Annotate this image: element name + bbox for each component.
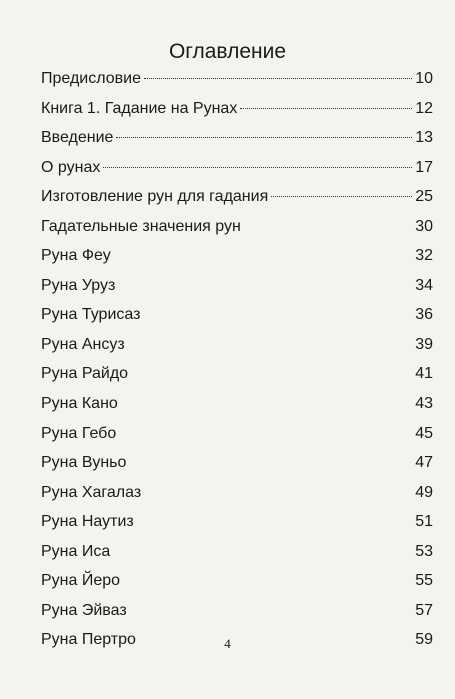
dot-leader [128,344,412,345]
toc-title: Оглавление [168,40,287,63]
toc-entry-label: Руна Турисаз [41,306,141,324]
toc-entry [41,123,433,153]
toc-entry [41,153,433,183]
toc-entry [41,64,433,94]
toc-entry-page: 49 [415,483,433,501]
toc-entry-label: Руна Эйваз [41,601,127,619]
table-of-contents [41,64,433,655]
dot-leader [123,580,412,581]
toc-entry-label: Руна Кано [41,395,118,413]
toc-entry-label: Руна Пертро [41,631,136,649]
toc-entry [41,212,433,242]
toc-entry-label: Предисловие [41,70,141,87]
toc-entry-label: О рунах [41,158,101,176]
toc-entry [41,271,433,301]
toc-entry-page: 47 [415,454,433,472]
toc-entry [41,507,433,537]
toc-entry-page: 10 [415,70,433,87]
toc-entry [41,478,433,508]
dot-leader [119,433,412,434]
toc-entry-label: Руна Иса [41,542,111,560]
toc-entry-label: Изготовление рун для гадания [41,188,269,206]
toc-entry [41,389,433,419]
dot-leader [121,403,412,404]
toc-entry-page: 25 [415,188,433,206]
dot-leader [144,492,412,493]
toc-entry-page: 12 [415,99,433,117]
toc-entry-page: 36 [415,306,433,324]
toc-entry-page: 57 [415,601,433,619]
toc-entry-page: 17 [415,158,433,176]
toc-entry [41,300,433,330]
dot-leader [113,551,412,552]
toc-entry-page: 13 [415,129,433,147]
dot-leader [137,521,412,522]
toc-entry [41,419,433,449]
toc-entry-label: Руна Гебо [41,424,117,442]
toc-entry [41,537,433,567]
dot-leader [143,314,412,315]
page-number: 4 [224,636,231,651]
dot-leader [131,373,412,374]
toc-entry [41,94,433,124]
toc-entry-label: Книга 1. Гадание на Рунах [41,99,238,117]
toc-entry-page: 53 [415,542,433,560]
dot-leader [103,167,412,168]
toc-entry-page: 39 [415,335,433,353]
toc-entry [41,448,433,478]
toc-entry-label: Введение [41,129,114,147]
toc-entry-page: 59 [415,631,433,649]
toc-entry-label: Руна Уруз [41,276,116,294]
toc-entry-label: Руна Наутиз [41,513,134,531]
dot-leader [130,610,412,611]
dot-leader [271,196,412,197]
toc-entry [41,241,433,271]
toc-entry-page: 51 [415,513,433,531]
toc-entry [41,182,433,212]
toc-entry [41,330,433,360]
toc-entry-page: 34 [415,276,433,294]
toc-entry [41,596,433,626]
dot-leader [129,462,412,463]
toc-entry-label: Руна Йеро [41,572,121,590]
toc-entry-page: 43 [415,395,433,413]
toc-entry-label: Гадательные значения рун [41,217,241,235]
toc-entry-label: Руна Вуньо [41,454,127,472]
toc-entry [41,359,433,389]
dot-leader [116,137,412,138]
toc-entry-label: Руна Хагалаз [41,483,142,501]
toc-entry [41,566,433,596]
toc-entry-label: Руна Райдо [41,365,129,383]
toc-entry-label: Руна Феу [41,247,111,265]
toc-entry-page: 55 [415,572,433,590]
toc-entry-page: 41 [415,365,433,383]
dot-leader [144,78,412,79]
toc-entry-page: 45 [415,424,433,442]
toc-entry-label: Руна Ансуз [41,335,125,353]
dot-leader [240,108,412,109]
dot-leader [114,255,412,256]
dot-leader [118,285,412,286]
toc-entry-page: 30 [415,217,433,235]
dot-leader [244,226,412,227]
toc-entry-page: 32 [415,247,433,265]
